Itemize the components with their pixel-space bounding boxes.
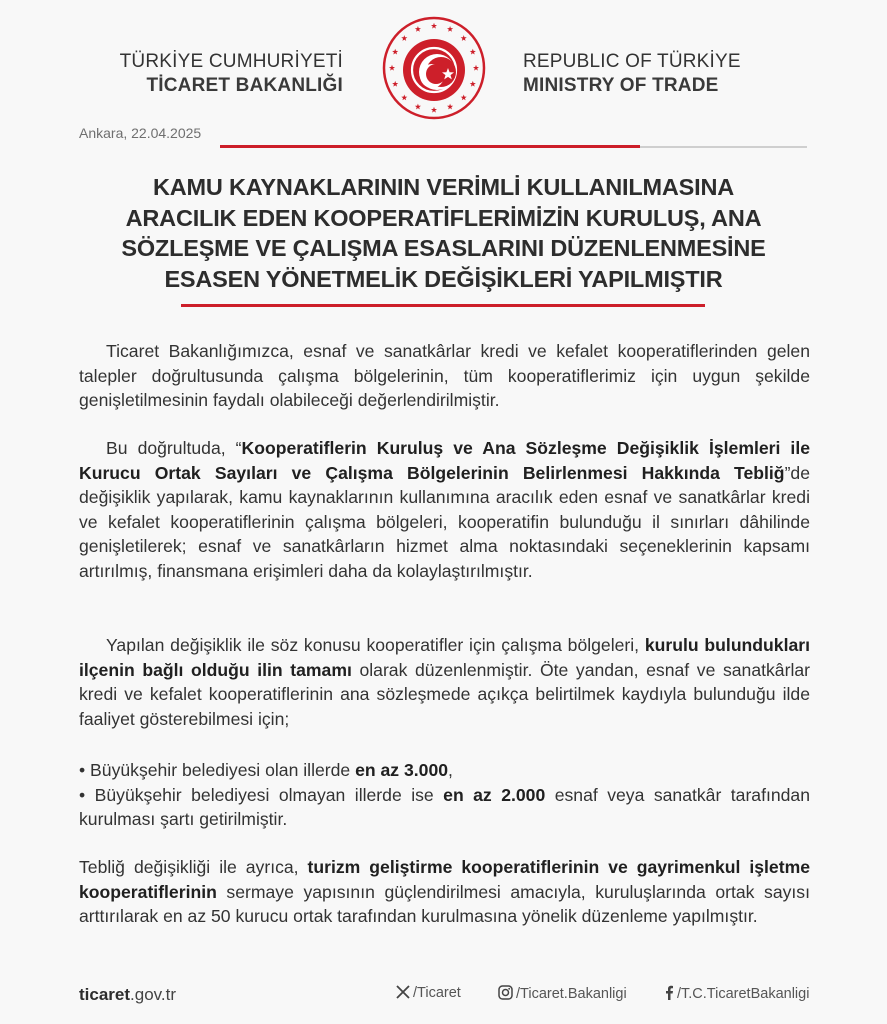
emblem-star-icon bbox=[431, 23, 437, 29]
emblem-star-icon bbox=[470, 49, 476, 55]
facebook-icon bbox=[664, 985, 674, 1000]
press-date: Ankara, 22.04.2025 bbox=[79, 125, 202, 141]
paragraph-intro: Ticaret Bakanlığımızca, esnaf ve sanatkârlar kredi ve kefalet kooperatiflerinden gelen talepler doğrultusunda çalışma bölgelerinin, tüm kooperatiflerimiz için uygun şekilde genişletilmesinin faydalı olabileceği değerlendirilmiştir. bbox=[79, 341, 810, 410]
instagram-handle: /Ticaret.Bakanligi bbox=[516, 986, 627, 1002]
site-name: ticaret bbox=[79, 985, 131, 1004]
text-span: Yapılan değişiklik ile söz konusu kooperatifler için çalışma bölgeleri, bbox=[106, 635, 645, 655]
bullet-list bbox=[79, 758, 810, 832]
emblem-star-icon bbox=[415, 26, 421, 32]
text-span: • Büyükşehir belediyesi olmayan illerde ise bbox=[79, 784, 444, 805]
text-span: Tebliğ değişikliği ile ayrıca, bbox=[79, 857, 308, 877]
communique-name: Kooperatiflerin Kuruluş ve Ana Sözleşme Değişiklik İşlemleri ile Kurucu Ortak Sayıları ve Çalışma Bölgelerinin Belirlenmesi Hakkında Tebliğ bbox=[79, 438, 810, 483]
text-span: sermaye yapısının güçlendirilmesi amacıyla, kuruluşlarında ortak sayısı arttırılarak en az 50 kurucu ortak tarafından kurulmasına yönelik düzenleme yapılmıştır. bbox=[79, 881, 810, 926]
emblem-star-icon bbox=[401, 35, 407, 41]
site-domain: .gov.tr bbox=[130, 985, 177, 1004]
list-item bbox=[79, 758, 810, 783]
header-ministry-tr: TİCARET BAKANLIĞI bbox=[146, 75, 343, 96]
list-item bbox=[79, 783, 810, 832]
footer-instagram-link[interactable] bbox=[498, 985, 627, 1002]
emblem-star-icon bbox=[389, 65, 395, 71]
text-span: olarak düzenlenmiştir. Öte yandan, esnaf ve sanatkârlar kredi ve kefalet kooperatiflerinin ana sözleşmede açıkça belirtilmek kaydıyla bulunduğu ilde faaliyet gösterebilmesi için; bbox=[79, 659, 810, 729]
x-handle: /Ticaret bbox=[413, 985, 461, 1001]
footer-website-link[interactable] bbox=[79, 985, 176, 1005]
region-emphasis: kurulu bulundukları ilçenin bağlı olduğu ilin tamamı bbox=[79, 635, 810, 680]
emblem-star-icon bbox=[392, 81, 398, 87]
header-ministry-en: MINISTRY OF TRADE bbox=[523, 75, 719, 96]
ministry-emblem-icon bbox=[382, 16, 486, 120]
title-line: ARACILIK EDEN KOOPERATİFLERİMİZİN KURULUŞ, ANA bbox=[125, 204, 762, 231]
text-span: esnaf veya sanatkâr tarafından kurulması şartı getirilmiştir. bbox=[79, 784, 811, 829]
emblem-star-icon bbox=[461, 35, 467, 41]
title-line: SÖZLEŞME VE ÇALIŞMA ESASLARINI DÜZENLENMESİNE bbox=[121, 235, 766, 261]
footer-x-link[interactable] bbox=[396, 985, 461, 1001]
page-title bbox=[60, 172, 827, 294]
emblem-star-icon bbox=[473, 65, 479, 71]
cooperative-types-emphasis: turizm geliştirme kooperatiflerinin ve gayrimenkul işletme kooperatiflerinin bbox=[79, 857, 810, 902]
min-count-emphasis: en az 3.000 bbox=[355, 760, 449, 780]
emblem-star-icon bbox=[461, 95, 467, 101]
paragraph-tourism bbox=[79, 855, 810, 929]
facebook-handle: /T.C.TicaretBakanligi bbox=[677, 986, 810, 1002]
text-span: • Büyükşehir belediyesi olan illerde bbox=[79, 760, 356, 780]
title-line: KAMU KAYNAKLARININ VERİMLİ KULLANILMASINA bbox=[152, 174, 735, 200]
header-republic-tr: TÜRKİYE CUMHURİYETİ bbox=[119, 51, 343, 72]
text-span: ”de değişiklik yapılarak, kamu kaynaklarının kullanımına aracılık eden esnaf ve sanatkârlar kredi ve kefalet kooperatiflerinin çalışma bölgeleri, kooperatifin bulunduğu il sınırları dâhilinde genişletilerek; esnaf ve sanatkârların hizmet alma noktasındaki seçeneklerinin kapsamı artırılmış, finansmana erişimleri daha da kolaylaştırılmıştır. bbox=[79, 462, 810, 581]
text-span: , bbox=[448, 760, 453, 780]
text-span: Bu doğrultuda, “ bbox=[106, 438, 242, 458]
x-icon bbox=[396, 985, 410, 999]
emblem-star-icon bbox=[470, 81, 476, 87]
emblem-star-icon bbox=[447, 26, 453, 32]
min-count-emphasis: en az 2.000 bbox=[443, 784, 546, 805]
paragraph-communique bbox=[79, 436, 810, 583]
footer-facebook-link[interactable] bbox=[664, 985, 809, 1002]
instagram-icon bbox=[498, 985, 513, 1000]
header-divider-accent bbox=[220, 145, 640, 148]
emblem-star-icon bbox=[415, 104, 421, 110]
title-line: ESASEN YÖNETMELİK DEĞİŞİKLERİ YAPILMIŞTIR bbox=[164, 265, 723, 292]
header-right bbox=[523, 50, 741, 98]
paragraph-regions bbox=[79, 633, 810, 731]
title-divider bbox=[181, 304, 705, 307]
emblem-star-icon bbox=[447, 104, 453, 110]
header-republic-en: REPUBLIC OF TÜRKİYE bbox=[523, 51, 741, 72]
emblem-star-icon bbox=[392, 49, 398, 55]
emblem-star-icon bbox=[401, 95, 407, 101]
header-left bbox=[120, 50, 343, 98]
emblem-star-icon bbox=[431, 107, 437, 113]
